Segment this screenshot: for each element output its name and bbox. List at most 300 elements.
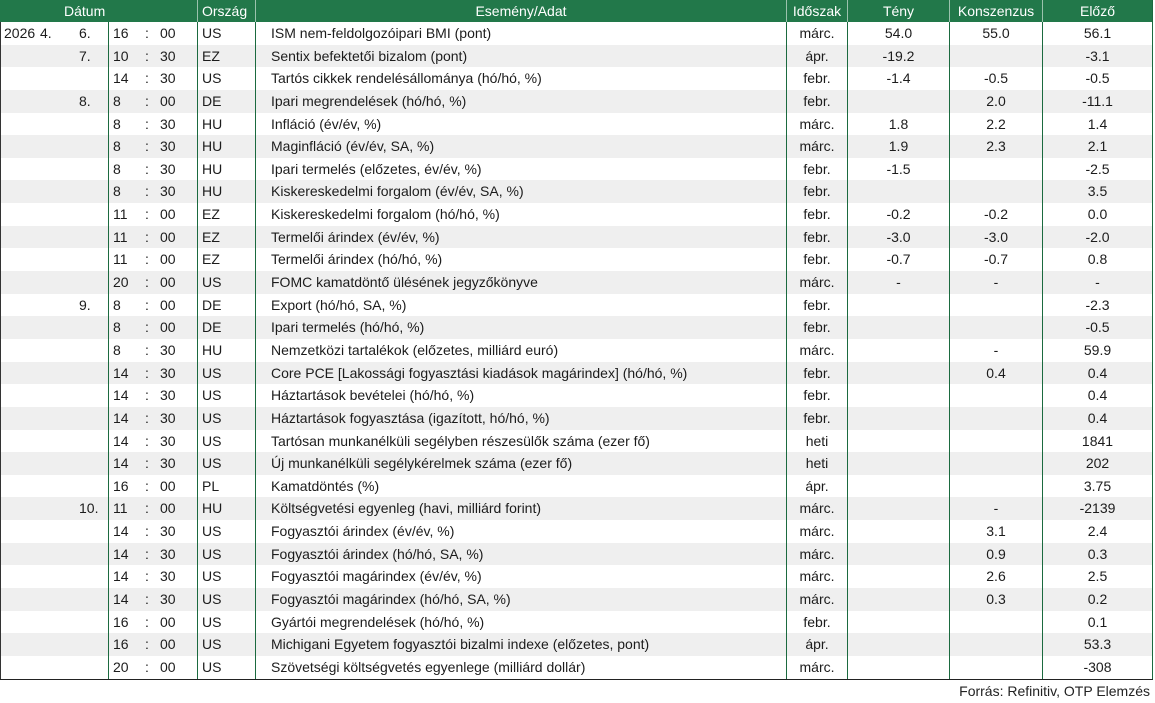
country-cell: PL bbox=[198, 475, 256, 498]
table-row bbox=[0, 362, 1153, 385]
date-cell bbox=[0, 430, 109, 453]
actual-cell bbox=[848, 633, 950, 656]
hour-text: 14 bbox=[113, 432, 129, 449]
consensus-cell bbox=[950, 407, 1043, 430]
actual-cell bbox=[848, 565, 950, 588]
actual-cell bbox=[848, 475, 950, 498]
actual-cell bbox=[848, 339, 950, 362]
table-row bbox=[0, 67, 1153, 90]
minute-text: 30 bbox=[160, 115, 176, 132]
table-row bbox=[0, 588, 1153, 611]
table-header bbox=[0, 0, 1153, 22]
event-cell: Gyártói megrendelések (hó/hó, %) bbox=[256, 611, 787, 634]
date-cell bbox=[0, 543, 109, 566]
hour-text: 11 bbox=[113, 500, 128, 517]
event-cell: Fogyasztói árindex (hó/hó, SA, %) bbox=[256, 543, 787, 566]
event-cell: Termelői árindex (hó/hó, %) bbox=[256, 248, 787, 271]
time-cell bbox=[109, 475, 198, 498]
minute-text: 30 bbox=[160, 341, 176, 358]
period-cell: febr. bbox=[787, 294, 848, 317]
day-text: 6. bbox=[79, 25, 91, 41]
actual-cell: 1.9 bbox=[848, 135, 950, 158]
country-cell: US bbox=[198, 22, 256, 45]
previous-cell: 2.1 bbox=[1043, 135, 1153, 158]
header-actual: Tény bbox=[848, 0, 950, 22]
time-separator: : bbox=[145, 477, 149, 494]
actual-cell: -1.5 bbox=[848, 158, 950, 181]
time-cell bbox=[109, 226, 198, 249]
previous-cell: -0.5 bbox=[1043, 67, 1153, 90]
header-country: Ország bbox=[198, 0, 256, 22]
period-cell: febr. bbox=[787, 362, 848, 385]
minute-text: 00 bbox=[160, 613, 176, 630]
previous-cell: -2139 bbox=[1043, 497, 1153, 520]
header-previous: Előző bbox=[1043, 0, 1153, 22]
day-text: 10. bbox=[79, 500, 99, 517]
hour-text: 16 bbox=[113, 636, 129, 653]
time-separator: : bbox=[145, 47, 149, 64]
country-cell: US bbox=[198, 543, 256, 566]
minute-text: 30 bbox=[160, 183, 176, 200]
time-cell bbox=[109, 407, 198, 430]
country-cell: US bbox=[198, 67, 256, 90]
country-cell: US bbox=[198, 430, 256, 453]
hour-text: 14 bbox=[113, 591, 129, 608]
hour-text: 20 bbox=[113, 274, 129, 291]
event-cell: Infláció (év/év, %) bbox=[256, 113, 787, 136]
time-separator: : bbox=[145, 319, 149, 336]
consensus-cell bbox=[950, 316, 1043, 339]
actual-cell bbox=[848, 430, 950, 453]
date-cell bbox=[0, 180, 109, 203]
event-cell: Költségvetési egyenleg (havi, milliárd forint) bbox=[256, 497, 787, 520]
time-cell bbox=[109, 90, 198, 113]
table-row bbox=[0, 384, 1153, 407]
time-separator: : bbox=[145, 523, 149, 540]
date-cell bbox=[0, 45, 109, 68]
minute-text: 00 bbox=[160, 477, 176, 494]
period-cell: márc. bbox=[787, 22, 848, 45]
table-row bbox=[0, 113, 1153, 136]
hour-text: 11 bbox=[113, 228, 128, 245]
consensus-cell: 2.3 bbox=[950, 135, 1043, 158]
day-text: 9. bbox=[79, 296, 91, 313]
period-cell: márc. bbox=[787, 543, 848, 566]
previous-cell: 3.5 bbox=[1043, 180, 1153, 203]
period-cell: márc. bbox=[787, 565, 848, 588]
time-separator: : bbox=[145, 341, 149, 358]
month-text: 4. bbox=[40, 25, 52, 41]
consensus-cell: 2.0 bbox=[950, 90, 1043, 113]
hour-text: 14 bbox=[113, 455, 129, 472]
date-cell bbox=[0, 271, 109, 294]
consensus-cell bbox=[950, 45, 1043, 68]
time-cell bbox=[109, 203, 198, 226]
consensus-cell: 2.6 bbox=[950, 565, 1043, 588]
previous-cell: 0.4 bbox=[1043, 384, 1153, 407]
table-row bbox=[0, 475, 1153, 498]
time-separator: : bbox=[145, 228, 149, 245]
event-cell: Háztartások fogyasztása (igazított, hó/hó, %) bbox=[256, 407, 787, 430]
date-cell bbox=[0, 520, 109, 543]
time-cell bbox=[109, 271, 198, 294]
consensus-cell: 0.9 bbox=[950, 543, 1043, 566]
previous-cell: -3.1 bbox=[1043, 45, 1153, 68]
minute-text: 00 bbox=[160, 206, 176, 223]
date-cell bbox=[0, 294, 109, 317]
table-body bbox=[0, 22, 1153, 680]
minute-text: 30 bbox=[160, 523, 176, 540]
date-cell bbox=[0, 135, 109, 158]
previous-cell: -308 bbox=[1043, 656, 1153, 679]
country-cell: EZ bbox=[198, 248, 256, 271]
table-row bbox=[0, 339, 1153, 362]
date-cell bbox=[0, 588, 109, 611]
minute-text: 30 bbox=[160, 70, 176, 87]
country-cell: US bbox=[198, 407, 256, 430]
actual-cell: 1.8 bbox=[848, 113, 950, 136]
date-cell bbox=[0, 452, 109, 475]
period-cell: febr. bbox=[787, 158, 848, 181]
time-cell bbox=[109, 452, 198, 475]
previous-cell: -11.1 bbox=[1043, 90, 1153, 113]
actual-cell: -19.2 bbox=[848, 45, 950, 68]
hour-text: 8 bbox=[113, 183, 121, 200]
time-separator: : bbox=[145, 251, 149, 268]
hour-text: 14 bbox=[113, 568, 129, 585]
previous-cell: 0.3 bbox=[1043, 543, 1153, 566]
year-text: 2026 bbox=[4, 25, 36, 41]
date-cell bbox=[0, 226, 109, 249]
time-cell bbox=[109, 316, 198, 339]
previous-cell: 0.2 bbox=[1043, 588, 1153, 611]
time-separator: : bbox=[145, 92, 149, 109]
country-cell: US bbox=[198, 362, 256, 385]
table-row bbox=[0, 430, 1153, 453]
date-cell bbox=[0, 67, 109, 90]
period-cell: febr. bbox=[787, 90, 848, 113]
actual-cell: -1.4 bbox=[848, 67, 950, 90]
time-separator: : bbox=[145, 70, 149, 87]
minute-text: 00 bbox=[160, 92, 176, 109]
consensus-cell bbox=[950, 384, 1043, 407]
previous-cell: 3.75 bbox=[1043, 475, 1153, 498]
previous-cell: -0.5 bbox=[1043, 316, 1153, 339]
event-cell: Szövetségi költségvetés egyenlege (milliárd dollár) bbox=[256, 656, 787, 679]
table-row bbox=[0, 520, 1153, 543]
hour-text: 8 bbox=[113, 92, 121, 109]
time-cell bbox=[109, 248, 198, 271]
country-cell: US bbox=[198, 384, 256, 407]
table-row bbox=[0, 294, 1153, 317]
period-cell: márc. bbox=[787, 656, 848, 679]
hour-text: 14 bbox=[113, 387, 129, 404]
actual-cell bbox=[848, 497, 950, 520]
table-row bbox=[0, 203, 1153, 226]
time-cell bbox=[109, 135, 198, 158]
previous-cell: 0.1 bbox=[1043, 611, 1153, 634]
hour-text: 8 bbox=[113, 138, 121, 155]
table-row bbox=[0, 565, 1153, 588]
country-cell: HU bbox=[198, 135, 256, 158]
time-separator: : bbox=[145, 296, 149, 313]
table-row bbox=[0, 180, 1153, 203]
period-cell: heti bbox=[787, 452, 848, 475]
date-cell bbox=[0, 158, 109, 181]
minute-text: 30 bbox=[160, 568, 176, 585]
time-cell bbox=[109, 430, 198, 453]
table-row bbox=[0, 452, 1153, 475]
country-cell: US bbox=[198, 520, 256, 543]
previous-cell: 202 bbox=[1043, 452, 1153, 475]
time-separator: : bbox=[145, 658, 149, 675]
consensus-cell bbox=[950, 611, 1043, 634]
time-cell bbox=[109, 588, 198, 611]
period-cell: febr. bbox=[787, 180, 848, 203]
minute-text: 30 bbox=[160, 138, 176, 155]
period-cell: márc. bbox=[787, 339, 848, 362]
table-row bbox=[0, 407, 1153, 430]
previous-cell: 0.4 bbox=[1043, 407, 1153, 430]
time-separator: : bbox=[145, 636, 149, 653]
minute-text: 00 bbox=[160, 296, 176, 313]
actual-cell bbox=[848, 543, 950, 566]
period-cell: ápr. bbox=[787, 633, 848, 656]
date-cell bbox=[0, 362, 109, 385]
day-text: 8. bbox=[79, 92, 91, 109]
consensus-cell: - bbox=[950, 339, 1043, 362]
previous-cell: -2.5 bbox=[1043, 158, 1153, 181]
hour-text: 11 bbox=[113, 251, 128, 268]
time-cell bbox=[109, 565, 198, 588]
previous-cell: 1841 bbox=[1043, 430, 1153, 453]
country-cell: HU bbox=[198, 339, 256, 362]
previous-cell: 0.0 bbox=[1043, 203, 1153, 226]
time-separator: : bbox=[145, 455, 149, 472]
period-cell: febr. bbox=[787, 384, 848, 407]
actual-cell: -3.0 bbox=[848, 226, 950, 249]
date-cell bbox=[0, 407, 109, 430]
previous-cell: 2.4 bbox=[1043, 520, 1153, 543]
event-cell: Fogyasztói magárindex (év/év, %) bbox=[256, 565, 787, 588]
actual-cell bbox=[848, 316, 950, 339]
event-cell: Sentix befektetői bizalom (pont) bbox=[256, 45, 787, 68]
time-separator: : bbox=[145, 160, 149, 177]
period-cell: febr. bbox=[787, 611, 848, 634]
minute-text: 30 bbox=[160, 591, 176, 608]
date-cell bbox=[0, 656, 109, 679]
event-cell: Termelői árindex (év/év, %) bbox=[256, 226, 787, 249]
period-cell: febr. bbox=[787, 248, 848, 271]
hour-text: 14 bbox=[113, 364, 129, 381]
actual-cell bbox=[848, 588, 950, 611]
consensus-cell bbox=[950, 452, 1043, 475]
time-cell bbox=[109, 339, 198, 362]
event-cell: Michigani Egyetem fogyasztói bizalmi indexe (előzetes, pont) bbox=[256, 633, 787, 656]
minute-text: 30 bbox=[160, 160, 176, 177]
event-cell: FOMC kamatdöntő ülésének jegyzőkönyve bbox=[256, 271, 787, 294]
minute-text: 30 bbox=[160, 545, 176, 562]
period-cell: márc. bbox=[787, 497, 848, 520]
event-cell: Nemzetközi tartalékok (előzetes, milliárd euró) bbox=[256, 339, 787, 362]
date-cell bbox=[0, 248, 109, 271]
period-cell: febr. bbox=[787, 316, 848, 339]
period-cell: márc. bbox=[787, 135, 848, 158]
hour-text: 16 bbox=[113, 477, 129, 494]
hour-text: 8 bbox=[113, 160, 121, 177]
date-cell bbox=[0, 316, 109, 339]
country-cell: EZ bbox=[198, 45, 256, 68]
table-row bbox=[0, 271, 1153, 294]
header-consensus: Konszenzus bbox=[950, 0, 1043, 22]
hour-text: 16 bbox=[113, 25, 129, 41]
date-cell bbox=[0, 633, 109, 656]
table-row bbox=[0, 158, 1153, 181]
date-cell bbox=[0, 611, 109, 634]
hour-text: 16 bbox=[113, 613, 129, 630]
time-separator: : bbox=[145, 545, 149, 562]
event-cell: ISM nem-feldolgozóipari BMI (pont) bbox=[256, 22, 787, 45]
consensus-cell bbox=[950, 180, 1043, 203]
actual-cell: -0.7 bbox=[848, 248, 950, 271]
event-cell: Maginfláció (év/év, SA, %) bbox=[256, 135, 787, 158]
time-separator: : bbox=[145, 568, 149, 585]
time-cell bbox=[109, 520, 198, 543]
consensus-cell bbox=[950, 633, 1043, 656]
event-cell: Kamatdöntés (%) bbox=[256, 475, 787, 498]
consensus-cell bbox=[950, 294, 1043, 317]
time-separator: : bbox=[145, 387, 149, 404]
table-row bbox=[0, 45, 1153, 68]
table-row bbox=[0, 656, 1153, 679]
country-cell: DE bbox=[198, 294, 256, 317]
minute-text: 30 bbox=[160, 387, 176, 404]
event-cell: Tartósan munkanélküli segélyben részesülők száma (ezer fő) bbox=[256, 430, 787, 453]
consensus-cell: -0.5 bbox=[950, 67, 1043, 90]
event-cell: Core PCE [Lakossági fogyasztási kiadások magárindex] (hó/hó, %) bbox=[256, 362, 787, 385]
date-cell bbox=[0, 497, 109, 520]
hour-text: 8 bbox=[113, 115, 121, 132]
period-cell: febr. bbox=[787, 67, 848, 90]
consensus-cell: 2.2 bbox=[950, 113, 1043, 136]
hour-text: 8 bbox=[113, 319, 121, 336]
previous-cell: 1.4 bbox=[1043, 113, 1153, 136]
minute-text: 00 bbox=[160, 228, 176, 245]
table-row bbox=[0, 497, 1153, 520]
time-cell bbox=[109, 611, 198, 634]
event-cell: Kiskereskedelmi forgalom (hó/hó, %) bbox=[256, 203, 787, 226]
actual-cell: 54.0 bbox=[848, 22, 950, 45]
previous-cell: 2.5 bbox=[1043, 565, 1153, 588]
minute-text: 00 bbox=[160, 636, 176, 653]
time-cell bbox=[109, 158, 198, 181]
event-cell: Háztartások bevételei (hó/hó, %) bbox=[256, 384, 787, 407]
hour-text: 8 bbox=[113, 296, 121, 313]
minute-text: 30 bbox=[160, 47, 176, 64]
country-cell: DE bbox=[198, 316, 256, 339]
minute-text: 00 bbox=[160, 251, 176, 268]
minute-text: 00 bbox=[160, 658, 176, 675]
time-cell bbox=[109, 67, 198, 90]
time-separator: : bbox=[145, 115, 149, 132]
consensus-cell: -3.0 bbox=[950, 226, 1043, 249]
hour-text: 14 bbox=[113, 545, 129, 562]
period-cell: febr. bbox=[787, 226, 848, 249]
table-row bbox=[0, 316, 1153, 339]
time-cell bbox=[109, 497, 198, 520]
previous-cell: 0.8 bbox=[1043, 248, 1153, 271]
time-separator: : bbox=[145, 613, 149, 630]
time-separator: : bbox=[145, 138, 149, 155]
country-cell: US bbox=[198, 452, 256, 475]
actual-cell: -0.2 bbox=[848, 203, 950, 226]
time-cell bbox=[109, 543, 198, 566]
minute-text: 30 bbox=[160, 364, 176, 381]
consensus-cell bbox=[950, 475, 1043, 498]
consensus-cell bbox=[950, 430, 1043, 453]
date-cell bbox=[0, 113, 109, 136]
event-cell: Fogyasztói árindex (év/év, %) bbox=[256, 520, 787, 543]
period-cell: ápr. bbox=[787, 475, 848, 498]
period-cell: márc. bbox=[787, 271, 848, 294]
actual-cell: - bbox=[848, 271, 950, 294]
time-separator: : bbox=[145, 591, 149, 608]
header-date: Dátum bbox=[0, 0, 198, 22]
hour-text: 14 bbox=[113, 70, 129, 87]
country-cell: US bbox=[198, 633, 256, 656]
hour-text: 11 bbox=[113, 206, 128, 223]
table-row bbox=[0, 90, 1153, 113]
time-cell bbox=[109, 180, 198, 203]
event-cell: Kiskereskedelmi forgalom (év/év, SA, %) bbox=[256, 180, 787, 203]
event-cell: Ipari termelés (előzetes, év/év, %) bbox=[256, 158, 787, 181]
date-cell bbox=[0, 22, 109, 45]
event-cell: Új munkanélküli segélykérelmek száma (ezer fő) bbox=[256, 452, 787, 475]
consensus-cell: -0.2 bbox=[950, 203, 1043, 226]
time-separator: : bbox=[145, 274, 149, 291]
day-text: 7. bbox=[79, 47, 91, 64]
actual-cell bbox=[848, 362, 950, 385]
minute-text: 30 bbox=[160, 409, 176, 426]
actual-cell bbox=[848, 294, 950, 317]
period-cell: febr. bbox=[787, 407, 848, 430]
event-cell: Export (hó/hó, SA, %) bbox=[256, 294, 787, 317]
country-cell: US bbox=[198, 611, 256, 634]
table-row bbox=[0, 543, 1153, 566]
hour-text: 10 bbox=[113, 47, 129, 64]
hour-text: 20 bbox=[113, 658, 129, 675]
table-row bbox=[0, 611, 1153, 634]
country-cell: US bbox=[198, 271, 256, 294]
country-cell: US bbox=[198, 565, 256, 588]
country-cell: HU bbox=[198, 180, 256, 203]
time-cell bbox=[109, 362, 198, 385]
time-cell bbox=[109, 294, 198, 317]
date-cell bbox=[0, 475, 109, 498]
event-cell: Fogyasztói magárindex (hó/hó, SA, %) bbox=[256, 588, 787, 611]
period-cell: márc. bbox=[787, 520, 848, 543]
actual-cell bbox=[848, 90, 950, 113]
previous-cell: 0.4 bbox=[1043, 362, 1153, 385]
consensus-cell bbox=[950, 158, 1043, 181]
event-cell: Tartós cikkek rendelésállománya (hó/hó, %) bbox=[256, 67, 787, 90]
previous-cell: 56.1 bbox=[1043, 22, 1153, 45]
time-separator: : bbox=[145, 206, 149, 223]
actual-cell bbox=[848, 384, 950, 407]
consensus-cell: - bbox=[950, 497, 1043, 520]
hour-text: 8 bbox=[113, 341, 121, 358]
hour-text: 14 bbox=[113, 409, 129, 426]
